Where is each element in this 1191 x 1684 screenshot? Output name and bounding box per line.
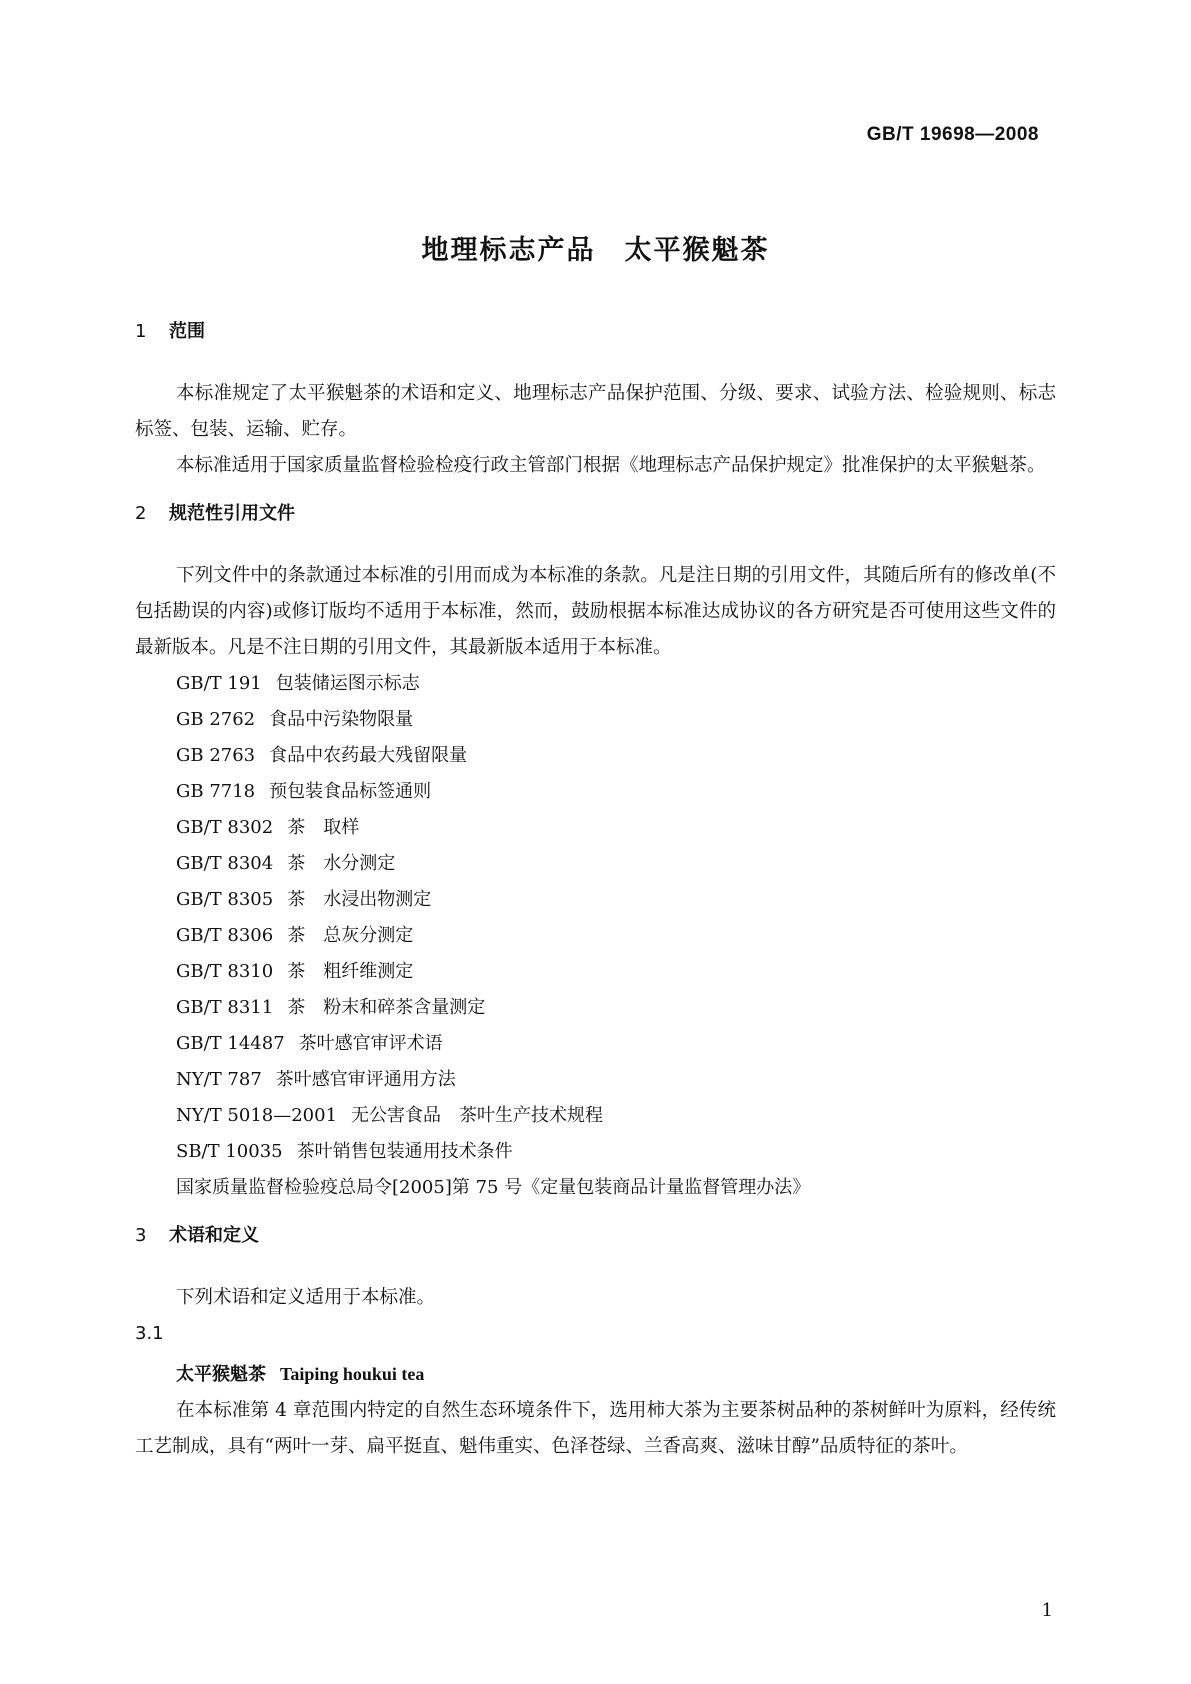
reference-decree: 国家质量监督检验疫总局令[2005]第 75 号《定量包装商品计量监督管理办法》 — [176, 1177, 811, 1198]
reference-title: 茶叶销售包装通用技术条件 — [296, 1141, 513, 1162]
reference-code: GB/T 8311 — [176, 997, 274, 1018]
reference-item — [135, 1026, 1056, 1062]
reference-code: GB/T 8302 — [176, 817, 274, 838]
paragraph-references-intro: 下列文件中的条款通过本标准的引用而成为本标准的条款。凡是注日期的引用文件，其随后所有的修改单(不包括勘误的内容)或修订版均不适用于本标准，然而，鼓励根据本标准达成协议的各方研究是否可使用这些文件的最新版本。凡是不注日期的引用文件，其最新版本适用于本标准。 — [135, 565, 1056, 658]
reference-title: 茶叶感官审评术语 — [298, 1033, 443, 1054]
section-number: 2 — [135, 503, 147, 524]
section-2-heading — [135, 502, 1056, 558]
reference-title: 茶 粗纤维测定 — [287, 961, 414, 982]
reference-code: SB/T 10035 — [176, 1141, 283, 1162]
paragraph-scope-1: 本标准规定了太平猴魁茶的术语和定义、地理标志产品保护范围、分级、要求、试验方法、检验规则、标志标签、包装、运输、贮存。 — [135, 383, 1056, 440]
term-name-chinese: 太平猴魁茶 — [176, 1364, 266, 1385]
term-name — [135, 1356, 1056, 1393]
reference-item — [135, 666, 1056, 702]
reference-title: 包装储运图示标志 — [275, 673, 420, 694]
reference-code: GB/T 8305 — [176, 889, 274, 910]
section-number: 1 — [135, 321, 147, 342]
reference-title: 无公害食品 茶叶生产技术规程 — [351, 1105, 604, 1126]
section-number: 3 — [135, 1225, 147, 1246]
reference-item — [135, 990, 1056, 1026]
reference-item — [135, 882, 1056, 918]
standard-number: GB/T 19698—2008 — [866, 124, 1039, 145]
paragraph-scope-2: 本标准适用于国家质量监督检验检疫行政主管部门根据《地理标志产品保护规定》批准保护的太平猴魁茶。 — [176, 455, 1046, 476]
reference-item — [135, 1062, 1056, 1098]
reference-title: 茶 总灰分测定 — [287, 925, 414, 946]
reference-title: 茶 水分测定 — [287, 853, 396, 874]
reference-item — [135, 918, 1056, 954]
reference-item — [135, 1098, 1056, 1134]
reference-item — [135, 702, 1056, 738]
reference-code: GB/T 14487 — [176, 1033, 285, 1054]
section-1-heading — [135, 320, 1056, 376]
reference-item — [135, 774, 1056, 810]
reference-item — [135, 846, 1056, 882]
reference-code: GB 2763 — [176, 745, 256, 766]
document-body — [135, 320, 1056, 1465]
reference-list — [135, 666, 1056, 1206]
document-title: 地理标志产品 太平猴魁茶 — [421, 235, 770, 266]
reference-code: GB/T 8310 — [176, 961, 274, 982]
reference-title: 茶叶感官审评通用方法 — [275, 1069, 456, 1090]
reference-code: GB 7718 — [176, 781, 256, 802]
reference-code: NY/T 5018—2001 — [176, 1105, 338, 1126]
reference-title: 茶 取样 — [287, 817, 360, 838]
section-3-heading — [135, 1224, 1056, 1280]
reference-item — [135, 1134, 1056, 1170]
reference-item — [135, 954, 1056, 990]
paragraph-terms-intro: 下列术语和定义适用于本标准。 — [176, 1287, 436, 1308]
reference-title: 预包装食品标签通则 — [269, 781, 432, 802]
section-title: 规范性引用文件 — [169, 503, 295, 524]
reference-code: GB/T 8306 — [176, 925, 274, 946]
section-title: 术语和定义 — [169, 1225, 259, 1246]
reference-code: GB/T 8304 — [176, 853, 274, 874]
term-definition: 在本标准第 4 章范围内特定的自然生态环境条件下，选用柿大茶为主要茶树品种的茶树鲜叶为原料，经传统工艺制成，具有“两叶一芽、扁平挺直、魁伟重实、色泽苍绿、兰香高爽、滋味甘醇”品质特征的茶叶。 — [135, 1400, 1056, 1457]
reference-title: 食品中污染物限量 — [269, 709, 414, 730]
reference-code: NY/T 787 — [176, 1069, 262, 1090]
reference-item — [135, 810, 1056, 846]
reference-item — [135, 738, 1056, 774]
term-number: 3.1 — [135, 1323, 164, 1344]
reference-title: 茶 粉末和碎茶含量测定 — [287, 997, 486, 1018]
section-title: 范围 — [169, 321, 205, 342]
reference-code: GB 2762 — [176, 709, 256, 730]
reference-title: 食品中农药最大残留限量 — [269, 745, 468, 766]
term-name-english: Taiping houkui tea — [280, 1364, 425, 1384]
reference-title: 茶 水浸出物测定 — [287, 889, 432, 910]
reference-code: GB/T 191 — [176, 673, 262, 694]
page-number: 1 — [1041, 1600, 1053, 1621]
